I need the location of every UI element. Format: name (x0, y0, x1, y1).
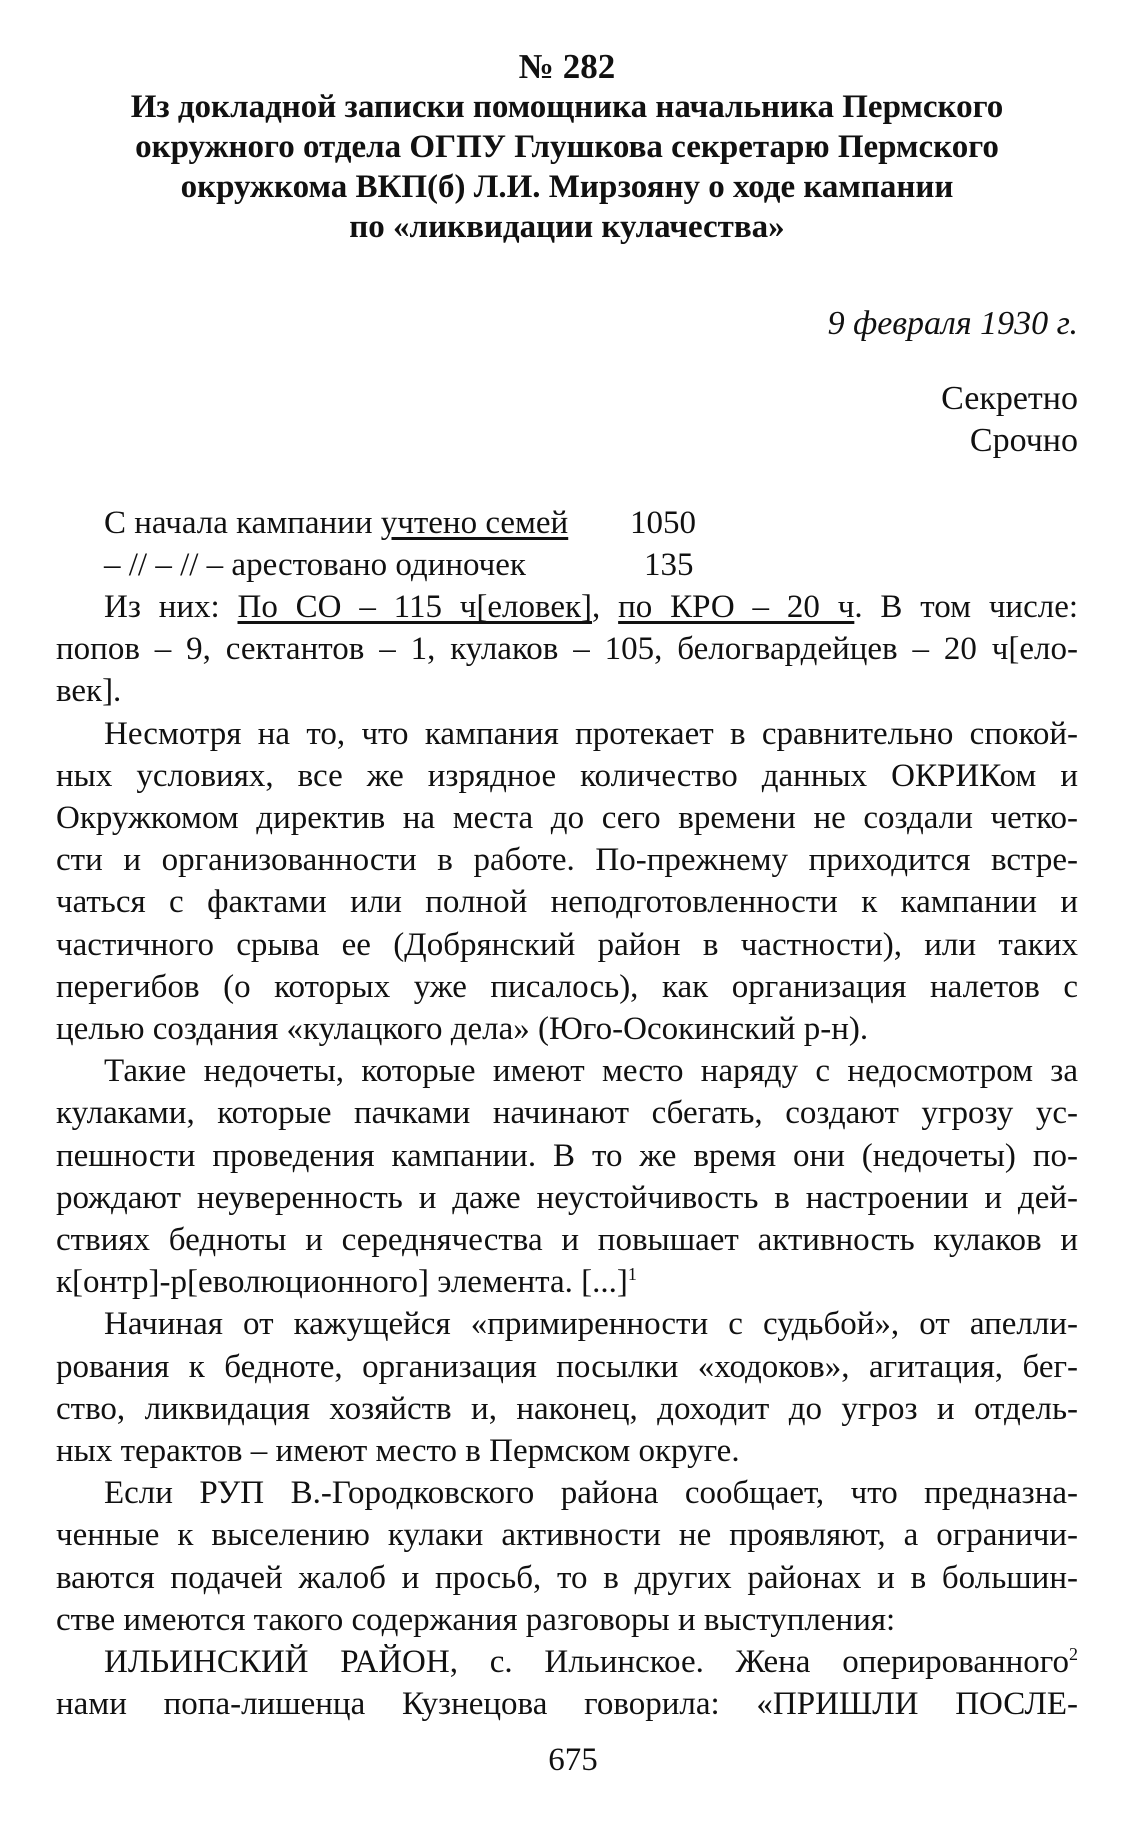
document-date: 9 февраля 1930 г. (827, 305, 1078, 342)
stat-value: 135 (644, 547, 694, 583)
document-body (56, 586, 1078, 1725)
underlined-text: по КРО – 20 ч (618, 589, 855, 625)
document-number: № 282 (518, 47, 616, 86)
paragraph: Из них: По СО – 115 ч[еловек], по КРО – 20 ч. В том числе: попов – 9, сектантов – 1, кулаков – 105, белогвардейцев – 20 ч[ело- век]. (56, 589, 1079, 710)
title-line: окружкома ВКП(б) Л.И. Мирзояну о ходе кампании (180, 169, 954, 205)
stat-row-arrested (56, 544, 1078, 586)
stat-row-families (56, 502, 1078, 544)
underlined-text: По СО – 115 ч[еловек] (237, 589, 593, 625)
stat-label: – // – // – арестовано одиночек (104, 547, 526, 583)
secrecy-stamps (56, 378, 1078, 462)
footnote-marker: 1 (627, 1264, 637, 1285)
paragraph: Начиная от кажущейся «примиренности с судьбой», от апелли- рования к бедноте, организация посылки «ходоков», агитация, бег- ство, ликвидация хозяйств и, наконец, доходит до угроз и отдель- ных терактов – имеют место в Пермском округе. (56, 1306, 1078, 1470)
paragraph: Несмотря на то, что кампания протекает в сравнительно спокой- ных условиях, все же изрядное количество данных ОКРИКом и Окружкомом директив на места до сего времени не создали четко- сти и организованности в работе. По-прежнему приходится встре- чаться с фактами или полной неподготовленности к кампании и частичного срыва ее (Добрянский район в частности), или таких перегибов (о которых уже писалось), как организация налетов с целью создания «кулацкого дела» (Юго-Осокинский р-н). (56, 715, 1078, 1048)
title-line: по «ликвидации кулачества» (349, 209, 785, 245)
paragraph: Такие недочеты, которые имеют место наряду с недосмотром за кулаками, которые пачками начинают сбегать, создают угрозу ус- пешности проведения кампании. В то же время они (недочеты) по- рождают неуверенность и даже неустойчивость в настроении и дей- ствиях бедноты и середнячества и повышает активность кулаков и к[онтр]-р[еволюционного] элемента. [...]$^1$ (56, 1053, 1078, 1301)
stat-label: С начала кампании учтено семей (104, 505, 569, 541)
stats-block (56, 502, 1078, 586)
stamp-urgent: Срочно (969, 422, 1078, 459)
paragraph: ИЛЬИНСКИЙ РАЙОН, с. Ильинское. Жена оперированного$^2$ нами попа-лишенца Кузнецова говорила: «ПРИШЛИ ПОСЛЕ- (56, 1644, 1078, 1723)
underlined-text: учтено семей (380, 505, 569, 541)
document-title (56, 87, 1078, 247)
title-line: Из докладной записки помощника начальника Пермского (130, 89, 1004, 125)
page-number: 675 (548, 1742, 598, 1778)
stat-value: 1050 (630, 505, 696, 541)
document-page (56, 46, 1078, 1725)
paragraph: Если РУП В.-Городковского района сообщает, что предназна- ченные к выселению кулаки активности не проявляют, а ограничи- ваются подачей жалоб и просьб, то в других районах и в большин- стве имеются такого содержания разговоры и выступления: (56, 1475, 1078, 1638)
footnote-marker: 2 (1069, 1644, 1078, 1665)
title-line: окружного отдела ОГПУ Глушкова секретарю Пермского (135, 129, 999, 165)
stamp-secret: Секретно (941, 380, 1078, 417)
